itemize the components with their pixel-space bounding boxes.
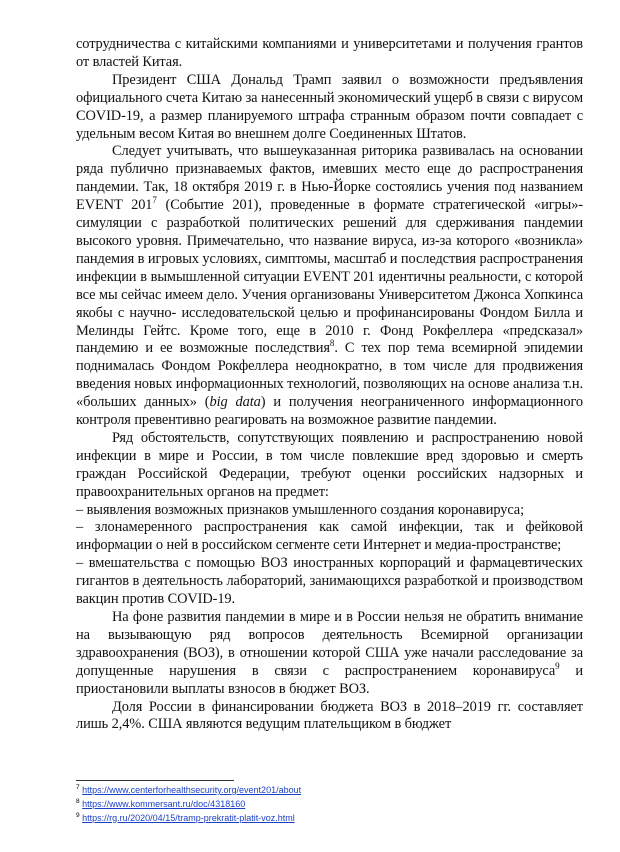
paragraph: Ряд обстоятельств, сопутствующих появлению и распространению новой инфекции в мире и России, в том числе повлекшие вред здоровью и смерть граждан Российской Федерации, требуют оценки российских надзорных и правоохранительных органов на предмет:: [76, 429, 583, 500]
footnote-ref[interactable]: 9: [555, 660, 560, 671]
footnote-number: 9: [76, 811, 80, 819]
footnote-number: 7: [76, 784, 80, 791]
footnote-number: 8: [76, 797, 80, 805]
list-item: – вмешательства с помощью ВОЗ иностранных корпораций и фармацевтических гигантов в деятельность лабораторий, занимающихся разработкой и производством вакцин против COVID-19.: [76, 555, 583, 608]
footnote-ref[interactable]: 8: [329, 338, 335, 349]
text-run: ) и получения неограниченного информационного контроля превентивно реагировать на возможное развитие пандемии.: [76, 394, 583, 429]
footnote: [76, 812, 556, 826]
list-item: – выявления возможных признаков умышленного создания коронавируса;: [76, 501, 524, 518]
list-item: – злонамеренного распространения как самой инфекции, так и фейковой информации о ней в российском сегменте сети Интернет и медиа-пространстве;: [76, 519, 583, 554]
text-run: На фоне развития пандемии в мире и в России нельзя не обратить внимание на вызывающую ряд вопросов деятельность Всемирной организации здравоохранения (ВОЗ), в отношении которой США уже начали расследование за допущенные нарушения в связи с распространением коронавируса: [76, 609, 583, 679]
footnote-separator: [76, 780, 234, 781]
body-text: [76, 36, 583, 734]
footnote-link[interactable]: https://rg.ru/2020/04/15/tramp-prekratit-platit-voz.html: [82, 812, 295, 823]
footnote: [76, 798, 556, 812]
footnotes: [76, 784, 556, 825]
text-run: . С тех пор тема всемирной эпидемии поднималась Фондом Рокфеллера неоднократно, в том числе для продвижения введения новых информационных технологий, позволяющих на основе анализа т.н. «больших данных» (: [76, 340, 583, 411]
text-run: (Событие 201), проведенные в формате стратегической «игры»-симуляции с разработкой политических решений для сдерживания пандемии высокого уровня. Примечательно, что название вируса, из-за которого «возникла» пандемия в игровых условиях, симптомы, масштаб и последствия распространения инфекции в вымышленной ситуации EVENT 201 идентичны реальности, с которой все мы сейчас имеем дело. Учения организованы Университетом Джонса Хопкинса якобы с научно- исследовательской целью и профинансированы Фондом Билла и Мелинды Гейтс. Кроме того, еще в 2010 г. Фонд Рокфеллера «предсказал» пандемию и ее возможные последствия: [76, 197, 583, 357]
text-run: Следует учитывать, что вышеуказанная риторика развивалась на основании ряда публично признаваемых фактов, имевших место еще до распространения пандемии. Так, 18 октября 2019 г. в Нью-Йорке состоялись учения под названием EVENT 201: [76, 143, 583, 214]
italic-term: big data: [209, 394, 261, 411]
text-run: и приостановили выплаты взносов в бюджет ВОЗ.: [76, 662, 583, 697]
footnote-link[interactable]: https://www.kommersant.ru/doc/4318160: [82, 798, 246, 809]
footnote-link[interactable]: https://www.centerforhealthsecurity.org/event201/about: [82, 785, 302, 795]
paragraph: сотрудничества с китайскими компаниями и университетами и получения грантов от властей Китая.: [76, 36, 583, 70]
paragraph: Доля России в финансировании бюджета ВОЗ в 2018–2019 гг. составляет лишь 2,4%. США являются ведущим плательщиком в бюджет: [76, 698, 583, 733]
paragraph: [76, 609, 583, 699]
footnote-ref[interactable]: 7: [152, 195, 157, 206]
paragraph: Президент США Дональд Трамп заявил о возможности предъявления официального счета Китаю за нанесенный экономический ущерб в связи с вирусом COVID-19, а размер планируемого штрафа странным образом почти совпадает с удельным весом Китая во внешнем долге Соединенных Штатов.: [76, 71, 583, 142]
footnote: [76, 784, 556, 798]
paragraph: [76, 143, 583, 430]
